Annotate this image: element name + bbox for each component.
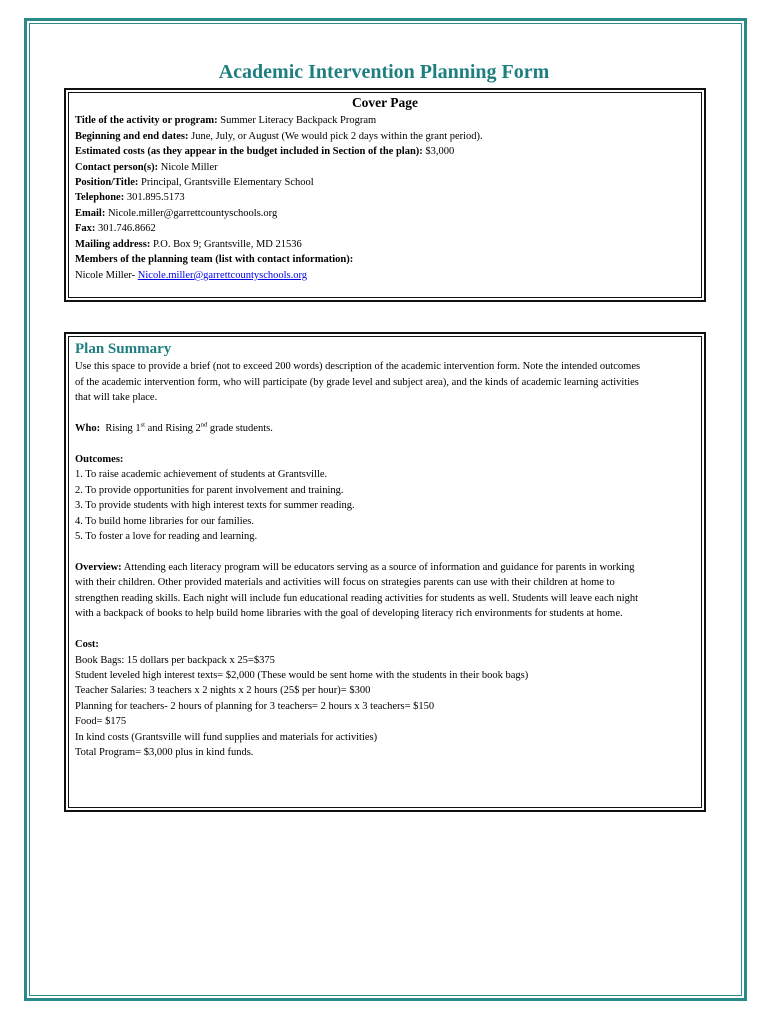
overview-line: strengthen reading skills. Each night will include fun educational reading activities for students as well. Students will leave each night (75, 592, 639, 604)
plan-summary-body (75, 359, 697, 760)
overview-label: Overview: (75, 561, 122, 573)
field-value: Nicole Miller (160, 161, 218, 173)
ordinal-suffix: nd (200, 421, 208, 429)
who-text: Rising 1 (105, 423, 141, 435)
who-line (75, 421, 697, 436)
field-position-title (75, 175, 697, 190)
cover-page-section (64, 88, 706, 302)
who-text: and Rising 2 (145, 423, 201, 435)
line-spacer (75, 622, 697, 637)
field-planning-team (75, 252, 697, 267)
intro-line: Use this space to provide a brief (not to exceed 200 words) description of the academic intervention form. Note the intended outcomes (75, 361, 641, 373)
field-value: P.O. Box 9; Grantsville, MD 21536 (152, 238, 302, 250)
overview-line: with their children. Other provided materials and activities will focus on strategies parents can use with their children at home to (75, 577, 615, 589)
field-label: Fax: (75, 223, 96, 235)
field-label: Estimated costs (as they appear in the budget included in Section of the plan): (75, 146, 423, 158)
field-value: $3,000 (425, 146, 455, 158)
field-label: Title of the activity or program: (75, 115, 218, 127)
outcome-item: 2. To provide opportunities for parent involvement and training. (75, 484, 344, 496)
cost-line: Total Program= $3,000 plus in kind funds. (75, 747, 254, 759)
field-value: 301.895.5173 (126, 192, 185, 204)
cost-line: Teacher Salaries: 3 teachers x 2 nights x 2 hours (25$ per hour)= $300 (75, 685, 371, 697)
cost-line: Planning for teachers- 2 hours of planning for 3 teachers= 2 hours x 3 teachers= $150 (75, 700, 435, 712)
ordinal-suffix: st (140, 421, 145, 429)
outcomes-label: Outcomes: (75, 453, 124, 465)
cover-page-heading: Cover Page (351, 95, 419, 110)
who-text: grade students. (207, 423, 273, 435)
field-label: Beginning and end dates: (75, 130, 189, 142)
field-label: Position/Title: (75, 177, 139, 189)
field-activity-title (75, 113, 697, 128)
who-label: Who: (75, 423, 101, 435)
line-spacer (75, 545, 697, 560)
field-label: Telephone: (75, 192, 125, 204)
line-spacer (75, 436, 697, 451)
outcome-item: 1. To raise academic achievement of students at Grantsville. (75, 469, 328, 481)
field-value: June, July, or August (We would pick 2 days within the grant period). (191, 130, 483, 142)
team-member-row (75, 268, 697, 283)
field-value: 301.746.8662 (98, 223, 156, 235)
team-member-name: Nicole Miller- (75, 269, 136, 281)
plan-summary-section (64, 332, 706, 812)
field-label: Contact person(s): (75, 161, 159, 173)
cover-page-fields (75, 113, 697, 283)
outcome-item: 3. To provide students with high interest texts for summer reading. (75, 500, 355, 512)
field-label: Email: (75, 207, 106, 219)
overview-line: with a backpack of books to help build home libraries with the goal of developing literacy rich environments for students at home. (75, 608, 623, 620)
team-member-email-link[interactable]: Nicole.miller@garrettcountyschools.org (137, 269, 308, 281)
field-value: Principal, Grantsville Elementary School (141, 177, 314, 189)
field-mailing-address (75, 237, 697, 252)
field-telephone (75, 190, 697, 205)
field-label: Mailing address: (75, 238, 151, 250)
outcome-item: 4. To build home libraries for our families. (75, 515, 254, 527)
line-spacer (75, 406, 697, 421)
cost-line: Food= $175 (75, 716, 127, 728)
field-label: Members of the planning team (list with contact information): (75, 254, 354, 266)
field-estimated-costs (75, 144, 697, 159)
cost-line: Student leveled high interest texts= $2,000 (These would be sent home with the students in their book bags) (75, 670, 529, 682)
form-title: Academic Intervention Planning Form (218, 61, 550, 83)
field-fax (75, 221, 697, 236)
field-email (75, 206, 697, 221)
field-value: Nicole.miller@garrettcountyschools.org (107, 207, 278, 219)
overview-text: Attending each literacy program will be educators serving as a source of information and guidance for parents in working (123, 561, 635, 573)
cost-label: Cost: (75, 639, 99, 651)
overview-first-line (75, 560, 697, 575)
field-contact-person (75, 160, 697, 175)
outcome-item: 5. To foster a love for reading and learning. (75, 531, 258, 543)
plan-summary-heading: Plan Summary (75, 341, 172, 357)
intro-line: of the academic intervention form, who will participate (by grade level and subject area), and the kinds of academic learning activities (75, 376, 639, 388)
cost-line: Book Bags: 15 dollars per backpack x 25=$375 (75, 654, 275, 666)
cost-line: In kind costs (Grantsville will fund supplies and materials for activities) (75, 731, 378, 743)
field-dates (75, 129, 697, 144)
field-value: Summer Literacy Backpack Program (220, 115, 377, 127)
intro-line: that will take place. (75, 392, 158, 404)
